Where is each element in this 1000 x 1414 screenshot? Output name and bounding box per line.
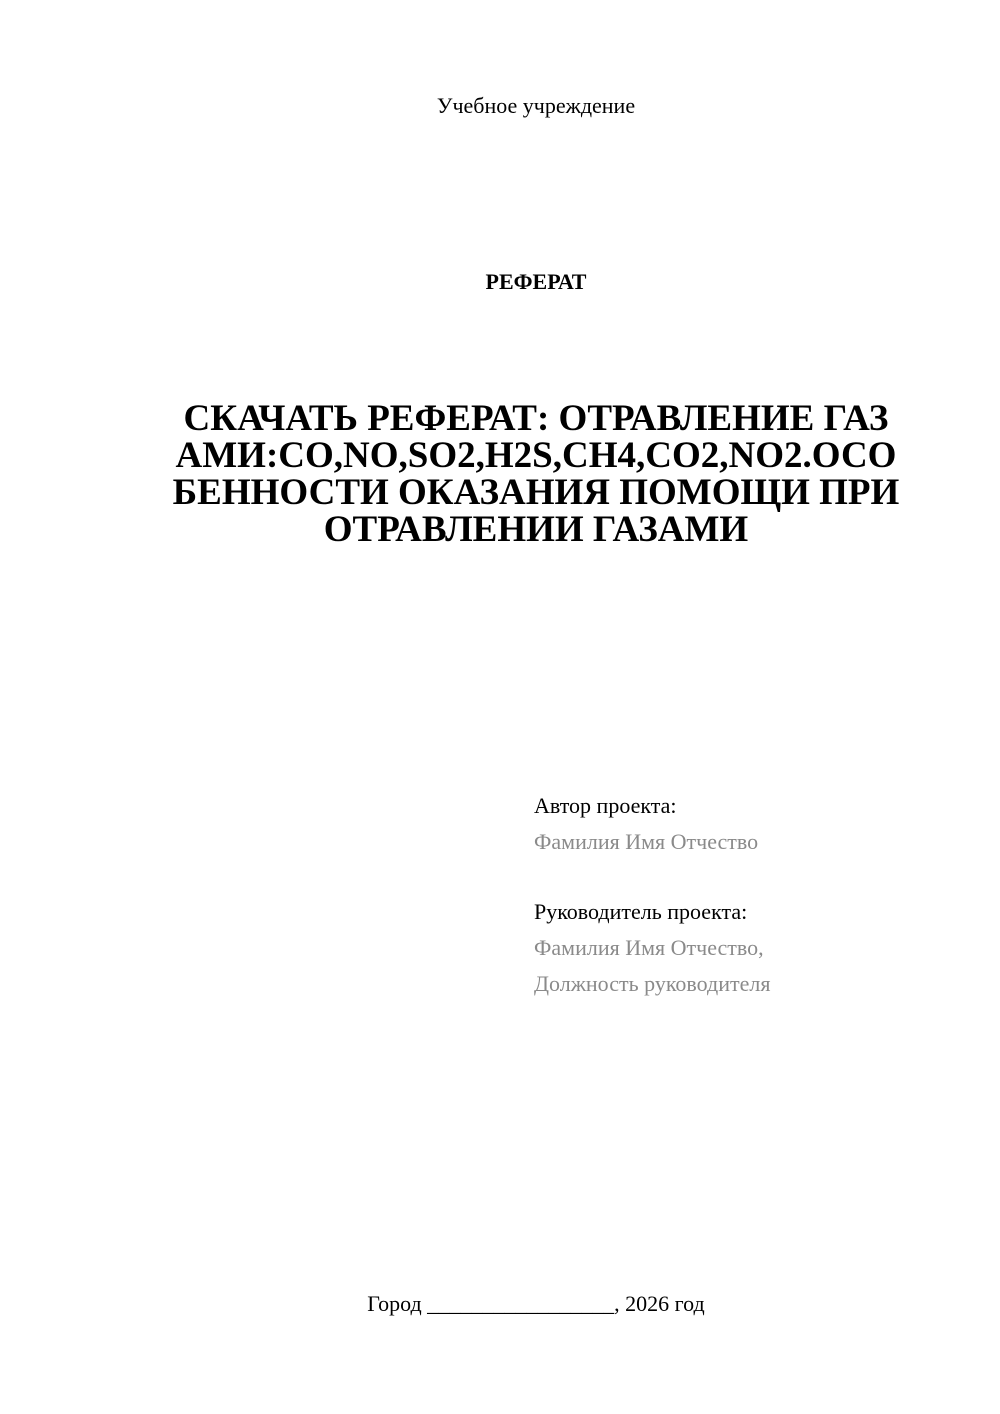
title-line: БЕННОСТИ ОКАЗАНИЯ ПОМОЩИ ПРИ [172, 472, 900, 513]
document-type: РЕФЕРАТ [485, 269, 587, 294]
author-block [534, 788, 974, 860]
title-line: СКАЧАТЬ РЕФЕРАТ: ОТРАВЛЕНИЕ ГАЗ [183, 398, 889, 439]
document-title [156, 400, 916, 548]
supervisor-block [534, 894, 974, 1002]
supervisor-label: Руководитель проекта: [534, 899, 748, 924]
institution-name: Учебное учреждение [436, 93, 636, 118]
supervisor-position: Должность руководителя [534, 971, 771, 996]
author-name: Фамилия Имя Отчество [534, 829, 759, 854]
supervisor-name: Фамилия Имя Отчество, [534, 935, 764, 960]
city-year-line: Город _________________, 2026 год [367, 1291, 705, 1316]
title-line: ОТРАВЛЕНИИ ГАЗАМИ [323, 509, 749, 550]
author-label: Автор проекта: [534, 793, 677, 818]
title-line: АМИ:CO,NO,SO2,H2S,CH4,CO2,NO2.ОСО [175, 435, 897, 476]
